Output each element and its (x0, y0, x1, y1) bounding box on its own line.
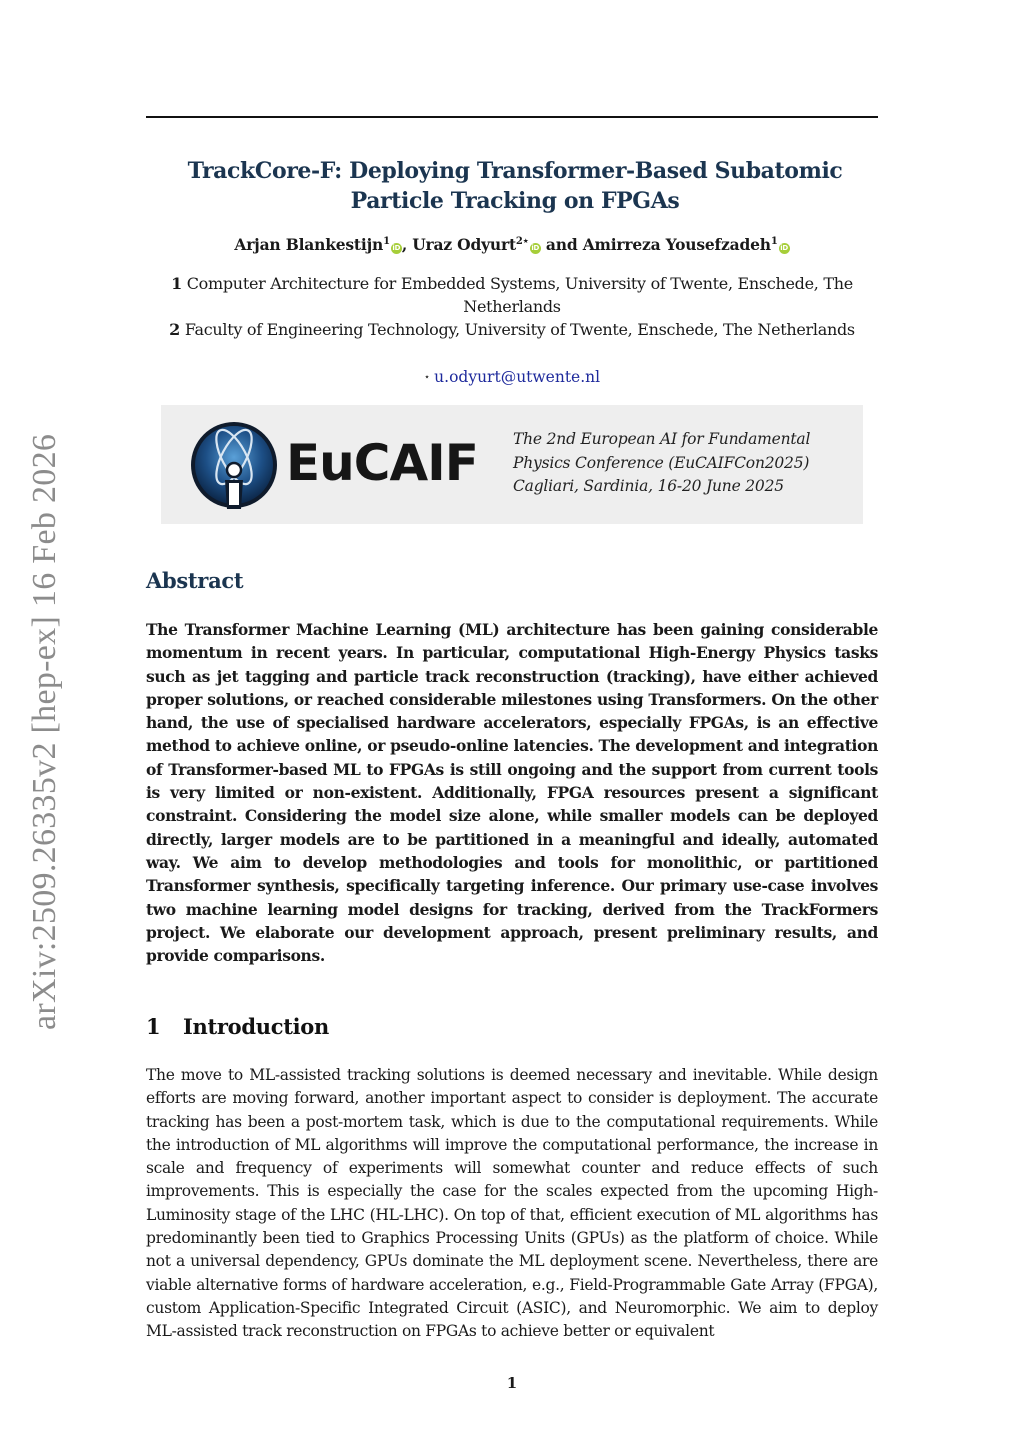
author-affil-mark: 2⋆ (515, 236, 529, 247)
conference-line: The 2nd European AI for Fundamental (513, 430, 811, 448)
affiliation-number: 1 (171, 274, 182, 293)
paper-title: TrackCore-F: Deploying Transformer-Based Subatomic Particle Tracking on FPGAs (187, 158, 843, 214)
orcid-icon[interactable]: iD (780, 244, 789, 252)
eucaif-logo-icon (189, 421, 279, 509)
author-separator: and (540, 235, 583, 254)
affiliations (146, 272, 878, 341)
author-list (146, 231, 878, 256)
introduction-text: The move to ML-assisted tracking solutions is deemed necessary and inevitable. While design efforts are moving forward, another important aspect to consider is deployment. The accurate tracking has been a post-mortem task, which is due to the computational requirements. While the introduction of ML algorithms will improve the computational performance, the increase in scale and frequency of experiments will somewhat counter and reduce effects of such improvements. This is especially the case for the scales expected from the upcoming High-Luminosity stage of the LHC (HL-LHC). On top of that, efficient execution of ML algorithms has predominantly been tied to Graphics Processing Units (GPUs) as the platform of choice. While not a universal dependency, GPUs dominate the ML deployment scene. Nevertheless, there are viable alternative forms of hardware acceleration, e.g., Field-Programmable Gate Array (FPGA), custom Application-Specific Integrated Circuit (ASIC), and Neuromorphic. We aim to deploy ML-assisted track reconstruction on FPGAs to achieve better or equivalent (146, 1066, 878, 1341)
author-name: Uraz Odyurt (412, 235, 516, 254)
star-icon: ⋆ (423, 372, 431, 383)
corresponding-author (146, 366, 878, 389)
abstract-heading: Abstract (146, 568, 244, 593)
affiliation-text: Faculty of Engineering Technology, University of Twente, Enschede, The Netherlands (184, 320, 855, 339)
affiliation-1 (146, 272, 878, 318)
abstract-text: The Transformer Machine Learning (ML) architecture has been gaining considerable momentum in recent years. In particular, computational High-Energy Physics tasks such as jet tagging and particle track reconstruction (tracking), have either achieved proper solutions, or reached considerable milestones using Transformers. On the other hand, the use of specialised hardware accelerators, especially FPGAs, is an effective method to achieve online, or pseudo-online latencies. The development and integration of Transformer-based ML to FPGAs is still ongoing and the support from current tools is very limited or non-existent. Additionally, FPGA resources present a significant constraint. Considering the model size alone, while smaller models can be deployed directly, larger models are to be partitioned in a meaningful and ideally, automated way. We aim to develop methodologies and tools for monolithic, or partitioned Transformer synthesis, specifically targeting inference. Our primary use-case involves two machine learning model designs for tracking, derived from the TrackFormers project. We elaborate our development approach, present preliminary results, and provide comparisons. (146, 620, 878, 966)
orcid-icon[interactable]: iD (531, 244, 540, 252)
affiliation-text: Computer Architecture for Embedded Systems, University of Twente, Enschede, The Netherlands (186, 274, 853, 316)
introduction-heading (146, 1013, 329, 1041)
section-number: 1 (146, 1014, 161, 1039)
author-affil-mark: 1 (770, 236, 778, 247)
email-link[interactable]: u.odyurt@utwente.nl (434, 368, 601, 386)
conference-logo-text: EuCAIF (286, 434, 478, 492)
affiliation-number: 2 (169, 320, 181, 339)
author-name: Arjan Blankestijn (234, 235, 384, 254)
author-affil-mark: 1 (383, 236, 390, 247)
conference-line: Cagliari, Sardinia, 16-20 June 2025 (513, 477, 784, 495)
conference-info (513, 428, 853, 499)
affiliation-2 (146, 318, 878, 341)
author-separator: , (401, 235, 413, 254)
orcid-icon[interactable]: iD (392, 244, 401, 252)
section-title: Introduction (183, 1014, 329, 1039)
top-rule (146, 116, 878, 118)
author-name: Amirreza Yousefzadeh (582, 235, 771, 254)
arxiv-identifier-stamp: arXiv:2509.26335v2 [hep-ex] 16 Feb 2026 (26, 433, 63, 1030)
page-number: 1 (506, 1374, 518, 1392)
conference-line: Physics Conference (EuCAIFCon2025) (513, 453, 810, 472)
